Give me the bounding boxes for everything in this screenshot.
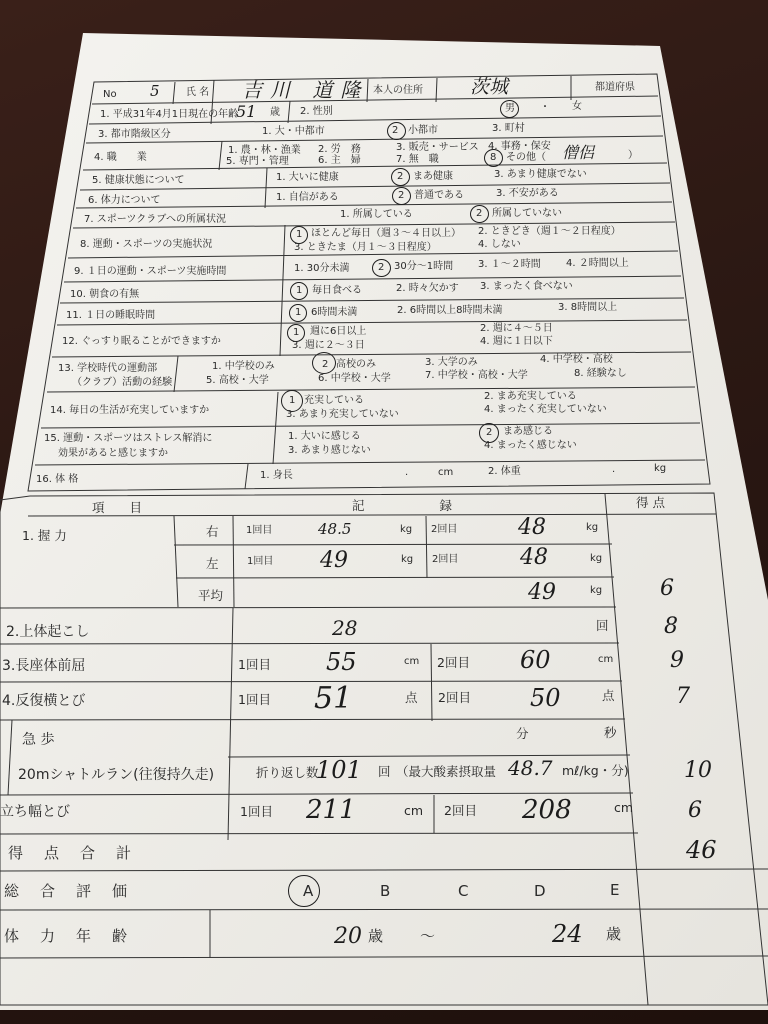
q2-circle [500,100,519,118]
shuttle-vo2-label: （最大酸素摂取量 [396,764,497,779]
fitness-age-to: 24 [552,920,583,948]
q11-option-1-num: 1 [295,307,302,318]
height-unit: cm [438,467,454,478]
q15-option-4: 4. まったく感じない [484,440,577,451]
grip-right: 右 [206,524,219,539]
q4-other-value: 僧侶 [562,143,595,162]
q13-label-2: （クラブ）活動の経験 [72,377,173,388]
q5-option-1: 1. 大いに健康 [276,172,339,183]
grip-l1-unit: kg [401,554,414,565]
q14-option-2: 2. まあ充実している [484,391,577,402]
name-label: 氏 名 [186,87,210,98]
shuttle-score: 10 [684,758,712,783]
sitreach-a2-label: 2回目 [437,655,470,670]
q7-circle [470,205,489,223]
address-value: 茨城 [470,76,509,98]
q9-label: 9. １日の運動・スポーツ実施時間 [74,266,227,277]
q13-label-1: 13. 学校時代の運動部 [58,363,158,374]
q15-option-2-num: 2 [486,427,493,438]
q12-option-4: 4. 週に１日以下 [480,336,553,347]
q14-option-1-num: 1 [289,395,296,406]
address-label: 本人の住所 [373,85,423,96]
grade-e: E [610,881,620,899]
q3-option-3: 3. 町村 [492,123,525,134]
q14-option-4: 4. まったく充実していない [484,404,607,415]
fitness-age-label: 体 力 年 齢 [4,927,131,945]
q5-option-2: まあ健康 [413,171,453,182]
q4-label: 4. 職 業 [94,152,147,163]
grip-l1-value: 49 [320,548,348,573]
q7-label: 7. スポーツクラブへの所属状況 [84,214,227,225]
q4-option-8-num: 8 [490,152,497,163]
sitreach-a1-value: 55 [326,648,357,676]
q4-option-1: 1. 農・林・漁業 [228,145,301,156]
grip-score: 6 [660,576,674,601]
q11-label: 11. １日の睡眠時間 [66,310,156,321]
q14-label: 14. 毎日の生活が充実していますか [50,405,210,416]
q13-option-2-num: 2 [322,359,329,370]
q8-option-4: 4. しない [478,239,521,250]
jump-label: 立ち幅とび [0,804,70,820]
grip-r2-unit: kg [586,522,599,533]
q10-option-3: 3. まったく食べない [480,281,573,292]
walk-label: 急 歩 [22,732,55,748]
q7-option-1: 1. 所属している [340,209,413,220]
q10-label: 10. 朝食の有無 [70,289,140,300]
q11-option-1: 6時間未満 [311,307,358,318]
sidestep-score: 7 [676,684,690,709]
situp-value: 28 [332,616,358,640]
q13-option-1: 1. 中学校のみ [212,361,275,372]
q6-option-2: 普通である [414,190,464,201]
weight-unit: kg [654,463,667,474]
q6-circle [392,187,411,205]
q4-option-4: 4. 事務・保安 [488,141,551,152]
q12-label: 12. ぐっすり眠ることができますか [62,336,221,347]
grip-avg-unit: kg [590,585,603,596]
q6-option-2-num: 2 [398,190,405,201]
q13-circle [312,352,336,374]
fitness-age-unit-2: 歳 [606,925,622,943]
sidestep-a1-label: 1回目 [238,692,271,707]
q5-label: 5. 健康状態について [92,175,185,186]
sidestep-a2-label: 2回目 [438,690,471,705]
q3-option-2: 小都市 [408,125,438,136]
jump-a2-label: 2回目 [444,803,477,818]
q3-option-2-num: 2 [392,125,399,136]
q13-option-4: 4. 中学校・高校 [540,354,613,365]
q6-option-3: 3. 不安がある [496,188,559,199]
overall-label: 総 合 評 価 [4,882,131,900]
shuttle-label: 20mシャトルラン(往復持久走) [18,767,215,783]
no-label: No [103,89,117,100]
sidestep-a1-unit: 点 [405,690,418,705]
grip-r2-label: 2回目 [431,524,458,535]
q4-circle [484,149,503,167]
q4-option-7: 7. 無 職 [396,154,439,165]
name-value: 吉川 道隆 [242,78,369,102]
q11-circle [289,304,307,322]
q13-option-2: 高校のみ [336,359,376,370]
q10-option-2: 2. 時々欠かす [396,283,459,294]
q1-label: 1. 平成31年4月1日現在の年齢 [100,109,239,120]
weight-label: 2. 体重 [488,466,521,477]
q10-circle [290,282,308,300]
no-value: 5 [150,82,160,100]
sidestep-a1-value: 51 [314,681,353,716]
q8-option-1-num: 1 [296,229,303,240]
q8-label: 8. 運動・スポーツの実施状況 [80,239,213,250]
grade-a: A [303,882,314,900]
shuttle-turns-value: 101 [316,756,362,784]
q11-option-3: 3. 8時間以上 [558,302,618,313]
sitreach-score: 9 [670,648,684,673]
q4-option-8: その他（ [506,152,546,163]
grade-a-circle [288,875,320,907]
q9-option-3: 3. １～２時間 [478,259,541,270]
sex-sep: ・ [540,102,550,113]
q15-option-2: まあ感じる [503,426,553,437]
shuttle-vo2-unit: mℓ/kg・分) [562,763,629,778]
grip-r1-value: 48.5 [318,520,352,538]
col-item-header: 項 目 [92,500,143,515]
grip-r1-label: 1回目 [246,525,273,536]
q4-option-2: 2. 労 務 [318,144,361,155]
q4-option-5: 5. 専門・管理 [226,156,289,167]
grip-avg-value: 49 [528,580,556,605]
q15-option-3: 3. あまり感じない [288,445,371,456]
q15-option-1: 1. 大いに感じる [288,431,361,442]
fitness-age-from: 20 [334,924,362,949]
q16-label: 16. 体 格 [36,474,79,485]
q4-option-3: 3. 販売・サービス [396,142,479,153]
walk-min: 分 [516,726,529,741]
sex-male: 男 [505,103,515,114]
q12-option-1: 週に6日以上 [310,326,367,337]
q3-option-1: 1. 大・中都市 [262,126,325,137]
q9-option-1: 1. 30分未満 [294,263,350,274]
q14-option-1: 充実している [304,395,364,406]
walk-sec: 秒 [604,725,617,740]
q6-option-1: 1. 自信がある [276,192,339,203]
q3-circle [387,122,406,140]
grade-b: B [380,882,391,900]
q5-option-3: 3. あまり健康でない [494,169,587,180]
fitness-age-unit-1: 歳 [368,927,384,945]
total-label: 得 点 合 計 [8,844,135,862]
grip-l2-unit: kg [590,553,603,564]
q9-circle [372,259,391,277]
jump-a1-unit: cm [404,803,424,818]
grip-left: 左 [206,556,219,571]
sitreach-label: 3.長座体前屈 [2,658,86,674]
grip-l1-label: 1回目 [247,556,274,567]
jump-score: 6 [688,798,702,823]
q13-option-5: 5. 高校・大学 [206,375,269,386]
q7-option-2-num: 2 [476,208,483,219]
sitreach-a1-label: 1回目 [238,657,271,672]
q5-circle [391,168,410,186]
q11-option-2: 2. 6時間以上8時間未満 [397,305,503,316]
fitness-age-tilde: ～ [420,927,436,945]
situp-score: 8 [664,614,678,639]
height-label: 1. 身長 [260,470,293,481]
height-dot: . [405,467,409,478]
q12-option-3: 3. 週に２～３日 [292,340,365,351]
q8-option-1: ほとんど毎日（週３～４日以上） [311,228,461,239]
sidestep-a2-unit: 点 [602,688,615,703]
jump-a2-unit: cm [614,800,634,815]
q9-option-2-num: 2 [378,262,385,273]
grade-d: D [534,882,546,900]
situp-unit: 回 [596,618,609,633]
grip-label: 1. 握 力 [22,528,67,543]
age-value: 51 [236,102,257,121]
grip-avg-label: 平均 [198,588,224,603]
q10-option-1: 毎日食べる [312,285,362,296]
prefecture-label: 都道府県 [595,82,635,93]
q12-option-1-num: 1 [293,327,300,338]
q13-option-6: 6. 中学校・大学 [318,373,391,384]
q13-option-7: 7. 中学校・高校・大学 [425,370,528,381]
grip-l2-value: 48 [520,545,548,570]
total-value: 46 [686,836,717,864]
q5-option-2-num: 2 [397,171,404,182]
grade-c: C [458,882,469,900]
q3-label: 3. 都市階級区分 [98,129,171,140]
sidestep-a2-value: 50 [530,684,561,712]
q6-label: 6. 体力について [88,195,161,206]
sex-female: 女 [572,101,582,112]
age-unit: 歳 [270,107,280,118]
sitreach-a2-value: 60 [520,646,551,674]
sidestep-label: 4.反復横とび [2,693,86,709]
jump-a2-value: 208 [522,795,572,825]
situp-label: 2.上体起こし [6,624,90,640]
q4-option-6: 6. 主 婦 [318,155,361,166]
weight-dot: . [612,464,616,475]
jump-a1-value: 211 [306,795,356,825]
q7-option-2: 所属していない [492,208,562,219]
q9-option-4: 4. ２時間以上 [566,258,629,269]
sitreach-a1-unit: cm [404,656,420,667]
q15-label-1: 15. 運動・スポーツはストレス解消に [44,433,213,444]
q15-label-2: 効果があると感じますか [58,448,168,459]
q13-option-3: 3. 大学のみ [425,357,478,368]
q12-option-2: 2. 週に４～５日 [480,323,553,334]
q14-option-3: 3. あまり充実していない [286,409,399,420]
q8-option-3: 3. ときたま（月１～３日程度） [294,242,437,253]
grip-r1-unit: kg [400,524,413,535]
q13-option-8: 8. 経験なし [574,368,627,379]
sitreach-a2-unit: cm [598,654,614,665]
q8-option-2: 2. ときどき（週１～２日程度） [478,226,621,237]
col-score-header: 得 点 [636,495,665,510]
q10-option-1-num: 1 [296,285,303,296]
shuttle-unit: 回 [378,764,391,779]
q9-option-2: 30分～1時間 [394,261,454,272]
jump-a1-label: 1回目 [240,804,273,819]
grip-l2-label: 2回目 [432,554,459,565]
shuttle-turns-label: 折り返し数 [256,765,319,780]
col-record-header: 記 録 [352,498,453,513]
q4-option-8-close: ） [628,150,638,161]
q2-label: 2. 性別 [300,106,333,117]
grip-r2-value: 48 [518,515,546,540]
shuttle-vo2-value: 48.7 [508,756,553,780]
